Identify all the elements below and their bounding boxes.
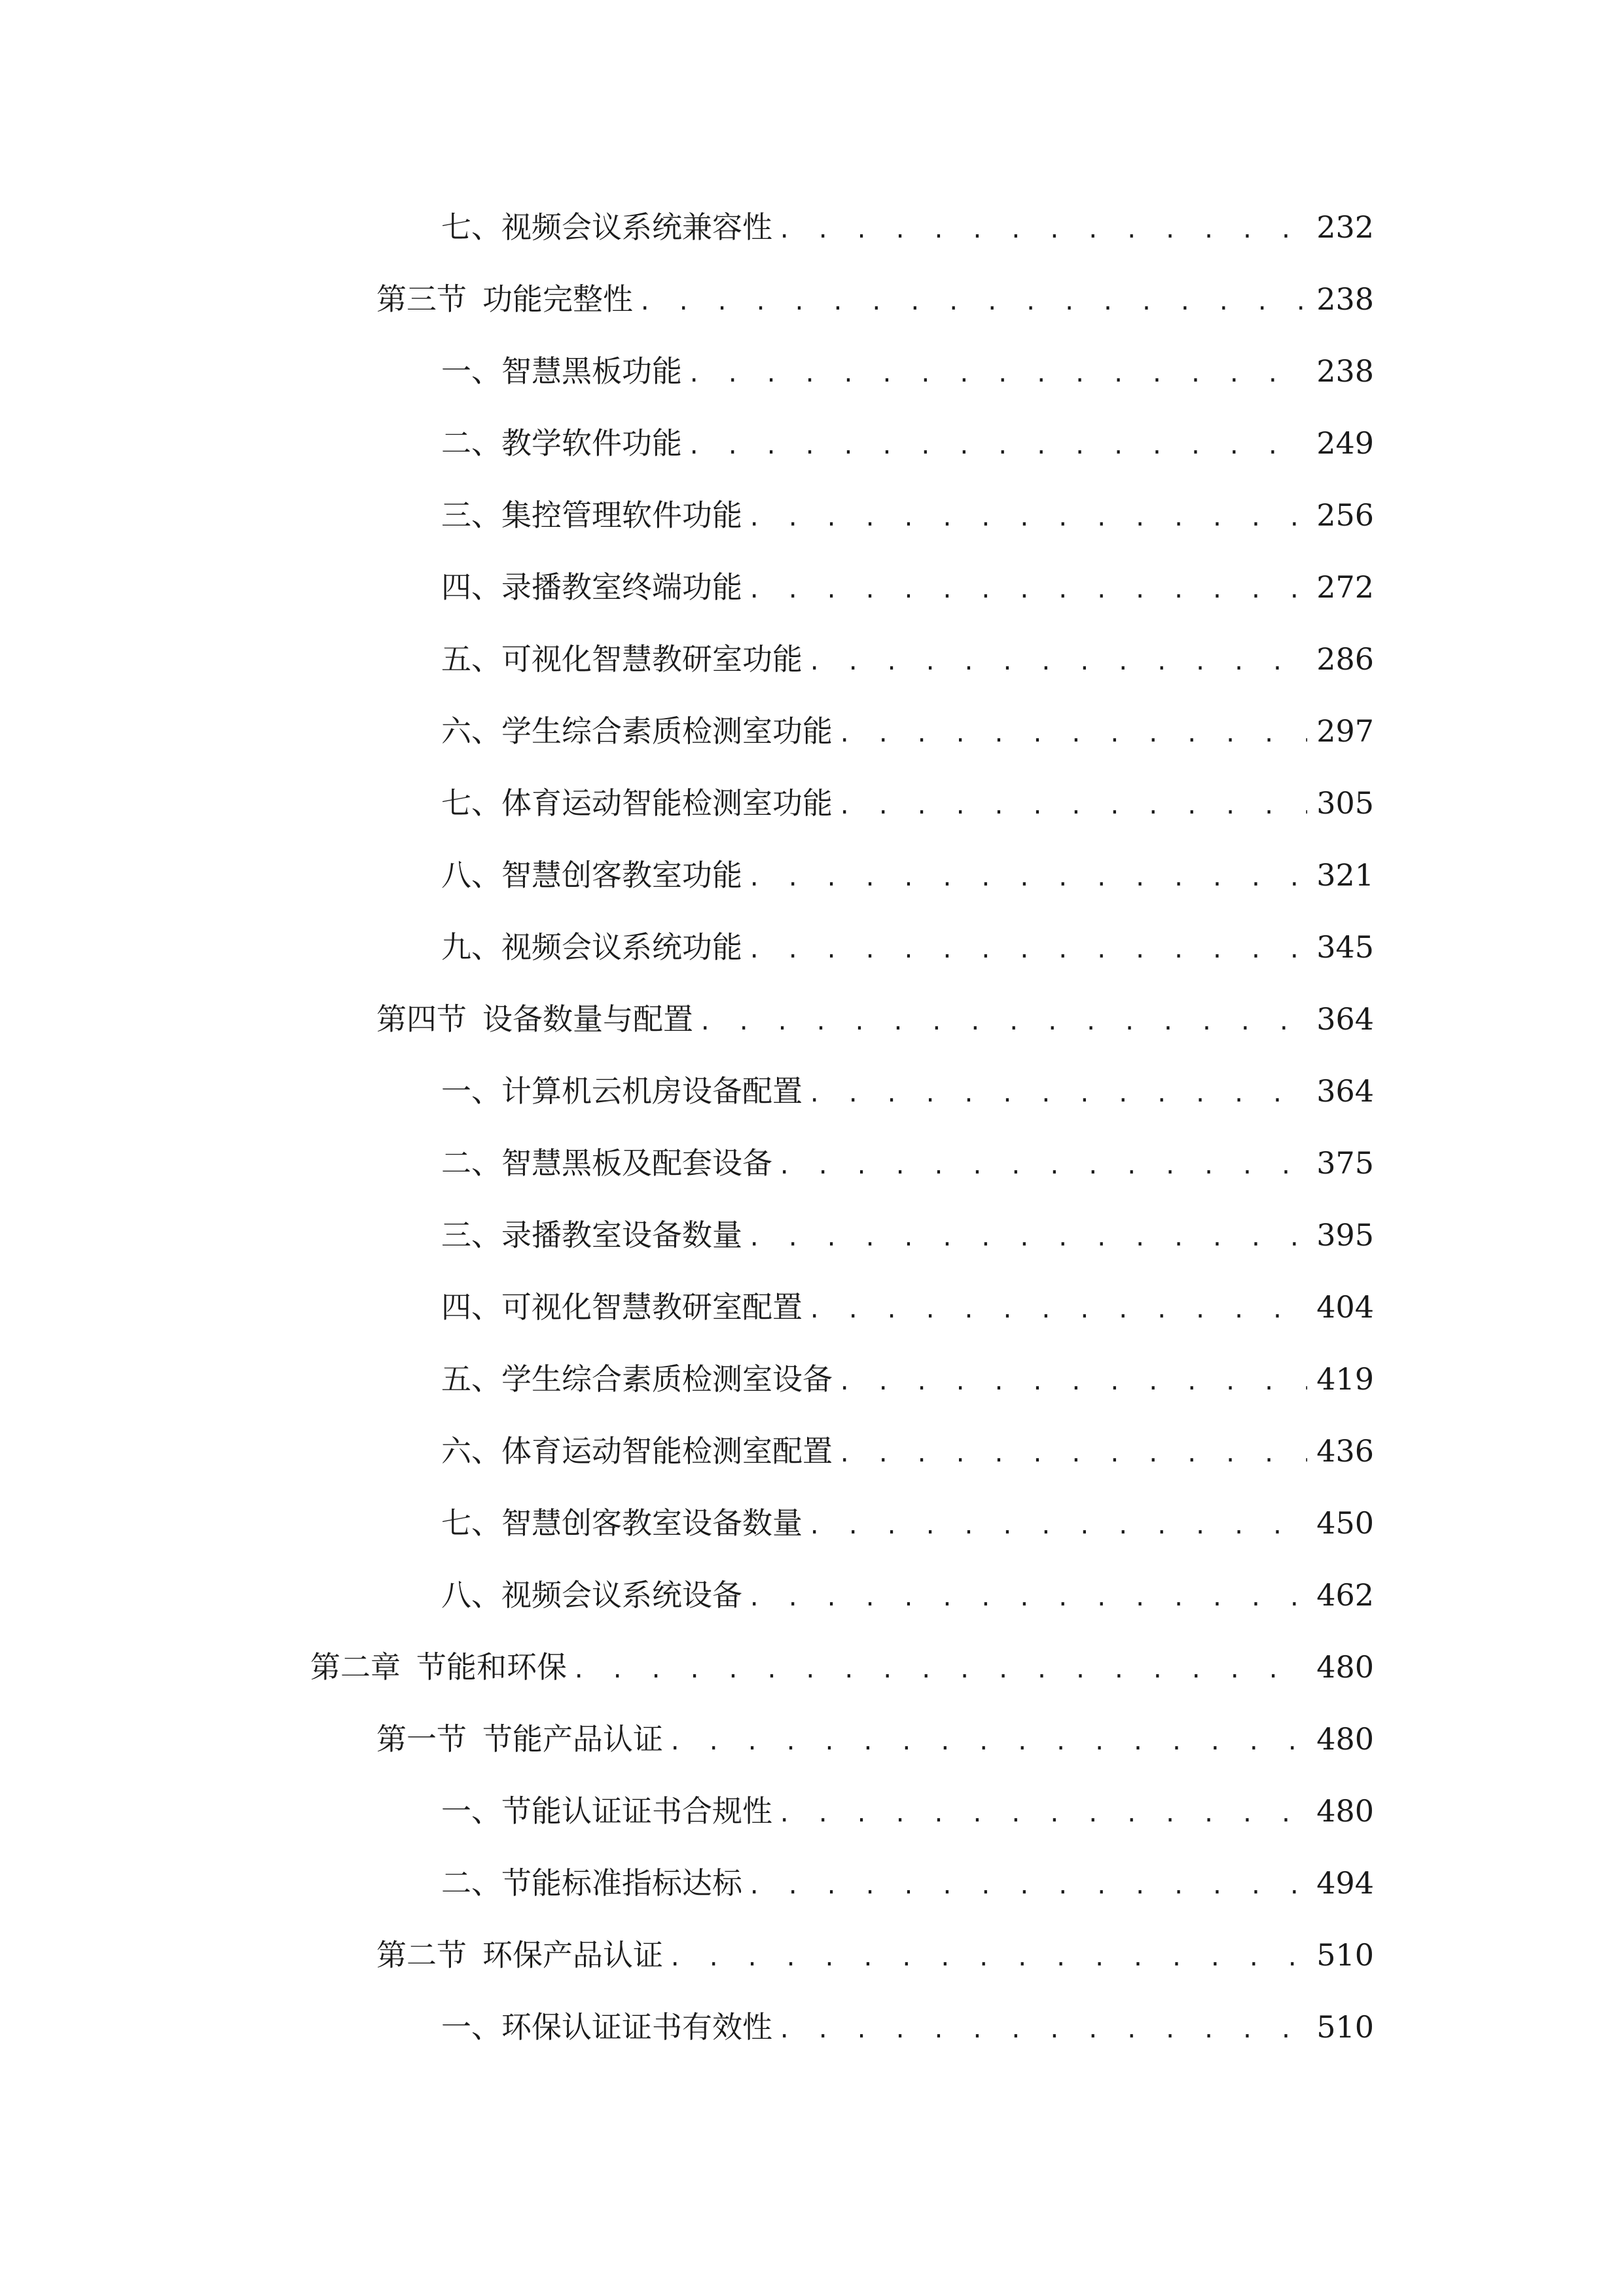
toc-entry-number: 九、 xyxy=(441,929,501,965)
toc-dot-leader xyxy=(808,633,1307,689)
toc-entry[interactable] xyxy=(441,1854,1374,1912)
toc-entry-number: 六、 xyxy=(441,1433,501,1469)
toc-entry-title: 教学软件功能 xyxy=(501,425,682,461)
toc-entry-title: 节能标准指标达标 xyxy=(501,1865,742,1901)
toc-entry-page: 256 xyxy=(1316,497,1374,533)
toc-dot-leader xyxy=(698,993,1307,1049)
toc-entry-page: 375 xyxy=(1316,1145,1374,1181)
toc-dot-leader xyxy=(778,1785,1307,1840)
toc-entry-number: 六、 xyxy=(441,713,501,749)
toc-entry-number: 五、 xyxy=(441,641,501,677)
toc-entry[interactable] xyxy=(441,1062,1374,1121)
toc-entry-title: 视频会议系统功能 xyxy=(501,929,742,965)
toc-entry-number: 一、 xyxy=(441,353,501,389)
toc-entry-number: 第二节 xyxy=(376,1937,467,1973)
toc-entry-title: 节能和环保 xyxy=(416,1649,567,1685)
toc-entry[interactable] xyxy=(310,1638,1374,1696)
toc-entry-page: 404 xyxy=(1316,1289,1374,1325)
toc-entry[interactable] xyxy=(441,1566,1374,1624)
toc-entry-title: 设备数量与配置 xyxy=(482,1001,693,1037)
toc-entry-title: 可视化智慧教研室配置 xyxy=(501,1289,803,1325)
toc-entry[interactable] xyxy=(441,846,1374,905)
toc-entry-page: 462 xyxy=(1316,1577,1374,1613)
toc-entry-number: 第三节 xyxy=(376,281,467,317)
toc-dot-leader xyxy=(748,1857,1307,1912)
toc-entry-number: 七、 xyxy=(441,785,501,821)
toc-entry-page: 232 xyxy=(1316,209,1374,245)
toc-entry-page: 249 xyxy=(1316,425,1374,461)
toc-entry-page: 286 xyxy=(1316,641,1374,677)
toc-dot-leader xyxy=(778,201,1307,257)
toc-entry-number: 四、 xyxy=(441,1289,501,1325)
toc-entry-title: 环保认证证书有效性 xyxy=(501,2009,772,2045)
toc-dot-leader xyxy=(838,705,1307,761)
toc-dot-leader xyxy=(838,1425,1307,1480)
toc-entry-page: 480 xyxy=(1316,1721,1374,1757)
toc-entry-title: 智慧创客教室功能 xyxy=(501,857,742,893)
toc-entry-page: 297 xyxy=(1316,713,1374,749)
toc-entry-number: 一、 xyxy=(441,1073,501,1109)
toc-entry-title: 智慧黑板及配套设备 xyxy=(501,1145,772,1181)
toc-entry-page: 364 xyxy=(1316,1001,1374,1037)
toc-entry[interactable] xyxy=(441,558,1374,617)
toc-entry-number: 一、 xyxy=(441,1793,501,1829)
toc-entry[interactable] xyxy=(441,414,1374,473)
toc-entry-number: 第四节 xyxy=(376,1001,467,1037)
toc-entry[interactable] xyxy=(376,1710,1374,1768)
toc-dot-leader xyxy=(778,2001,1307,2056)
toc-entry[interactable] xyxy=(441,1782,1374,1840)
toc-dot-leader xyxy=(687,417,1307,473)
toc-entry-number: 一、 xyxy=(441,2009,501,2045)
toc-entry-page: 238 xyxy=(1316,281,1374,317)
toc-entry-number: 第一节 xyxy=(376,1721,467,1757)
toc-dot-leader xyxy=(668,1713,1307,1768)
toc-entry-title: 学生综合素质检测室设备 xyxy=(501,1361,833,1397)
toc-entry-page: 436 xyxy=(1316,1433,1374,1469)
toc-dot-leader xyxy=(748,849,1307,905)
toc-dot-leader xyxy=(748,489,1307,545)
toc-entry-title: 节能认证证书合规性 xyxy=(501,1793,772,1829)
toc-entry-title: 学生综合素质检测室功能 xyxy=(501,713,833,749)
toc-entry-number: 四、 xyxy=(441,569,501,605)
toc-entry[interactable] xyxy=(441,702,1374,761)
toc-entry-title: 录播教室终端功能 xyxy=(501,569,742,605)
toc-entry[interactable] xyxy=(441,918,1374,977)
toc-entry-title: 体育运动智能检测室功能 xyxy=(501,785,833,821)
toc-entry-number: 第二章 xyxy=(310,1649,401,1685)
toc-dot-leader xyxy=(748,561,1307,617)
toc-entry[interactable] xyxy=(441,1422,1374,1480)
toc-dot-leader xyxy=(638,273,1307,329)
toc-entry[interactable] xyxy=(441,342,1374,401)
toc-entry-page: 238 xyxy=(1316,353,1374,389)
toc-entry-page: 510 xyxy=(1316,1937,1374,1973)
toc-dot-leader xyxy=(748,921,1307,977)
toc-entry-page: 419 xyxy=(1316,1361,1374,1397)
toc-entry[interactable] xyxy=(441,1278,1374,1336)
toc-entry[interactable] xyxy=(376,270,1374,329)
toc-dot-leader xyxy=(748,1569,1307,1624)
toc-entry[interactable] xyxy=(441,774,1374,833)
toc-entry-number: 七、 xyxy=(441,1505,501,1541)
toc-entry-title: 功能完整性 xyxy=(482,281,633,317)
toc-entry-title: 智慧黑板功能 xyxy=(501,353,682,389)
toc-entry[interactable] xyxy=(441,1350,1374,1408)
toc-entry-title: 集控管理软件功能 xyxy=(501,497,742,533)
toc-entry-number: 七、 xyxy=(441,209,501,245)
toc-dot-leader xyxy=(838,777,1307,833)
toc-entry-page: 321 xyxy=(1316,857,1374,893)
toc-entry[interactable] xyxy=(441,1206,1374,1265)
toc-entry-number: 五、 xyxy=(441,1361,501,1397)
toc-entry-title: 录播教室设备数量 xyxy=(501,1217,742,1253)
toc-entry-number: 二、 xyxy=(441,1865,501,1901)
toc-entry-title: 智慧创客教室设备数量 xyxy=(501,1505,803,1541)
toc-entry-page: 272 xyxy=(1316,569,1374,605)
toc-entry-title: 视频会议系统兼容性 xyxy=(501,209,772,245)
toc-entry-number: 三、 xyxy=(441,1217,501,1253)
toc-entry-number: 二、 xyxy=(441,425,501,461)
toc-entry-page: 395 xyxy=(1316,1217,1374,1253)
toc-entry[interactable] xyxy=(376,1926,1374,1984)
toc-entry-page: 494 xyxy=(1316,1865,1374,1901)
toc-entry-title: 计算机云机房设备配置 xyxy=(501,1073,803,1109)
toc-entry-title: 环保产品认证 xyxy=(482,1937,663,1973)
toc-entry-number: 二、 xyxy=(441,1145,501,1181)
toc-entry-number: 三、 xyxy=(441,497,501,533)
toc-dot-leader xyxy=(808,1497,1307,1552)
toc-entry-title: 节能产品认证 xyxy=(482,1721,663,1757)
toc-entry-page: 480 xyxy=(1316,1649,1374,1685)
toc-entry-title: 体育运动智能检测室配置 xyxy=(501,1433,833,1469)
toc-dot-leader xyxy=(778,1137,1307,1193)
toc-entry-page: 364 xyxy=(1316,1073,1374,1109)
toc-dot-leader xyxy=(838,1353,1307,1408)
toc-entry[interactable] xyxy=(441,198,1374,257)
toc-entry-page: 450 xyxy=(1316,1505,1374,1541)
toc-entry[interactable] xyxy=(441,1998,1374,2056)
toc-dot-leader xyxy=(748,1209,1307,1265)
toc-entry-title: 可视化智慧教研室功能 xyxy=(501,641,803,677)
toc-dot-leader xyxy=(668,1929,1307,1984)
toc-dot-leader xyxy=(572,1641,1307,1696)
toc-entry-page: 510 xyxy=(1316,2009,1374,2045)
toc-entry-page: 345 xyxy=(1316,929,1374,965)
toc-entry[interactable] xyxy=(376,990,1374,1049)
toc-entry-page: 305 xyxy=(1316,785,1374,821)
toc-dot-leader xyxy=(808,1281,1307,1336)
toc-entry[interactable] xyxy=(441,486,1374,545)
toc-entry[interactable] xyxy=(441,1134,1374,1193)
toc-entry[interactable] xyxy=(441,1494,1374,1552)
toc-entry-number: 八、 xyxy=(441,1577,501,1613)
toc-dot-leader xyxy=(687,345,1307,401)
toc-entry-page: 480 xyxy=(1316,1793,1374,1829)
toc-entry-number: 八、 xyxy=(441,857,501,893)
toc-dot-leader xyxy=(808,1065,1307,1121)
toc-entry[interactable] xyxy=(441,630,1374,689)
toc-entry-title: 视频会议系统设备 xyxy=(501,1577,742,1613)
